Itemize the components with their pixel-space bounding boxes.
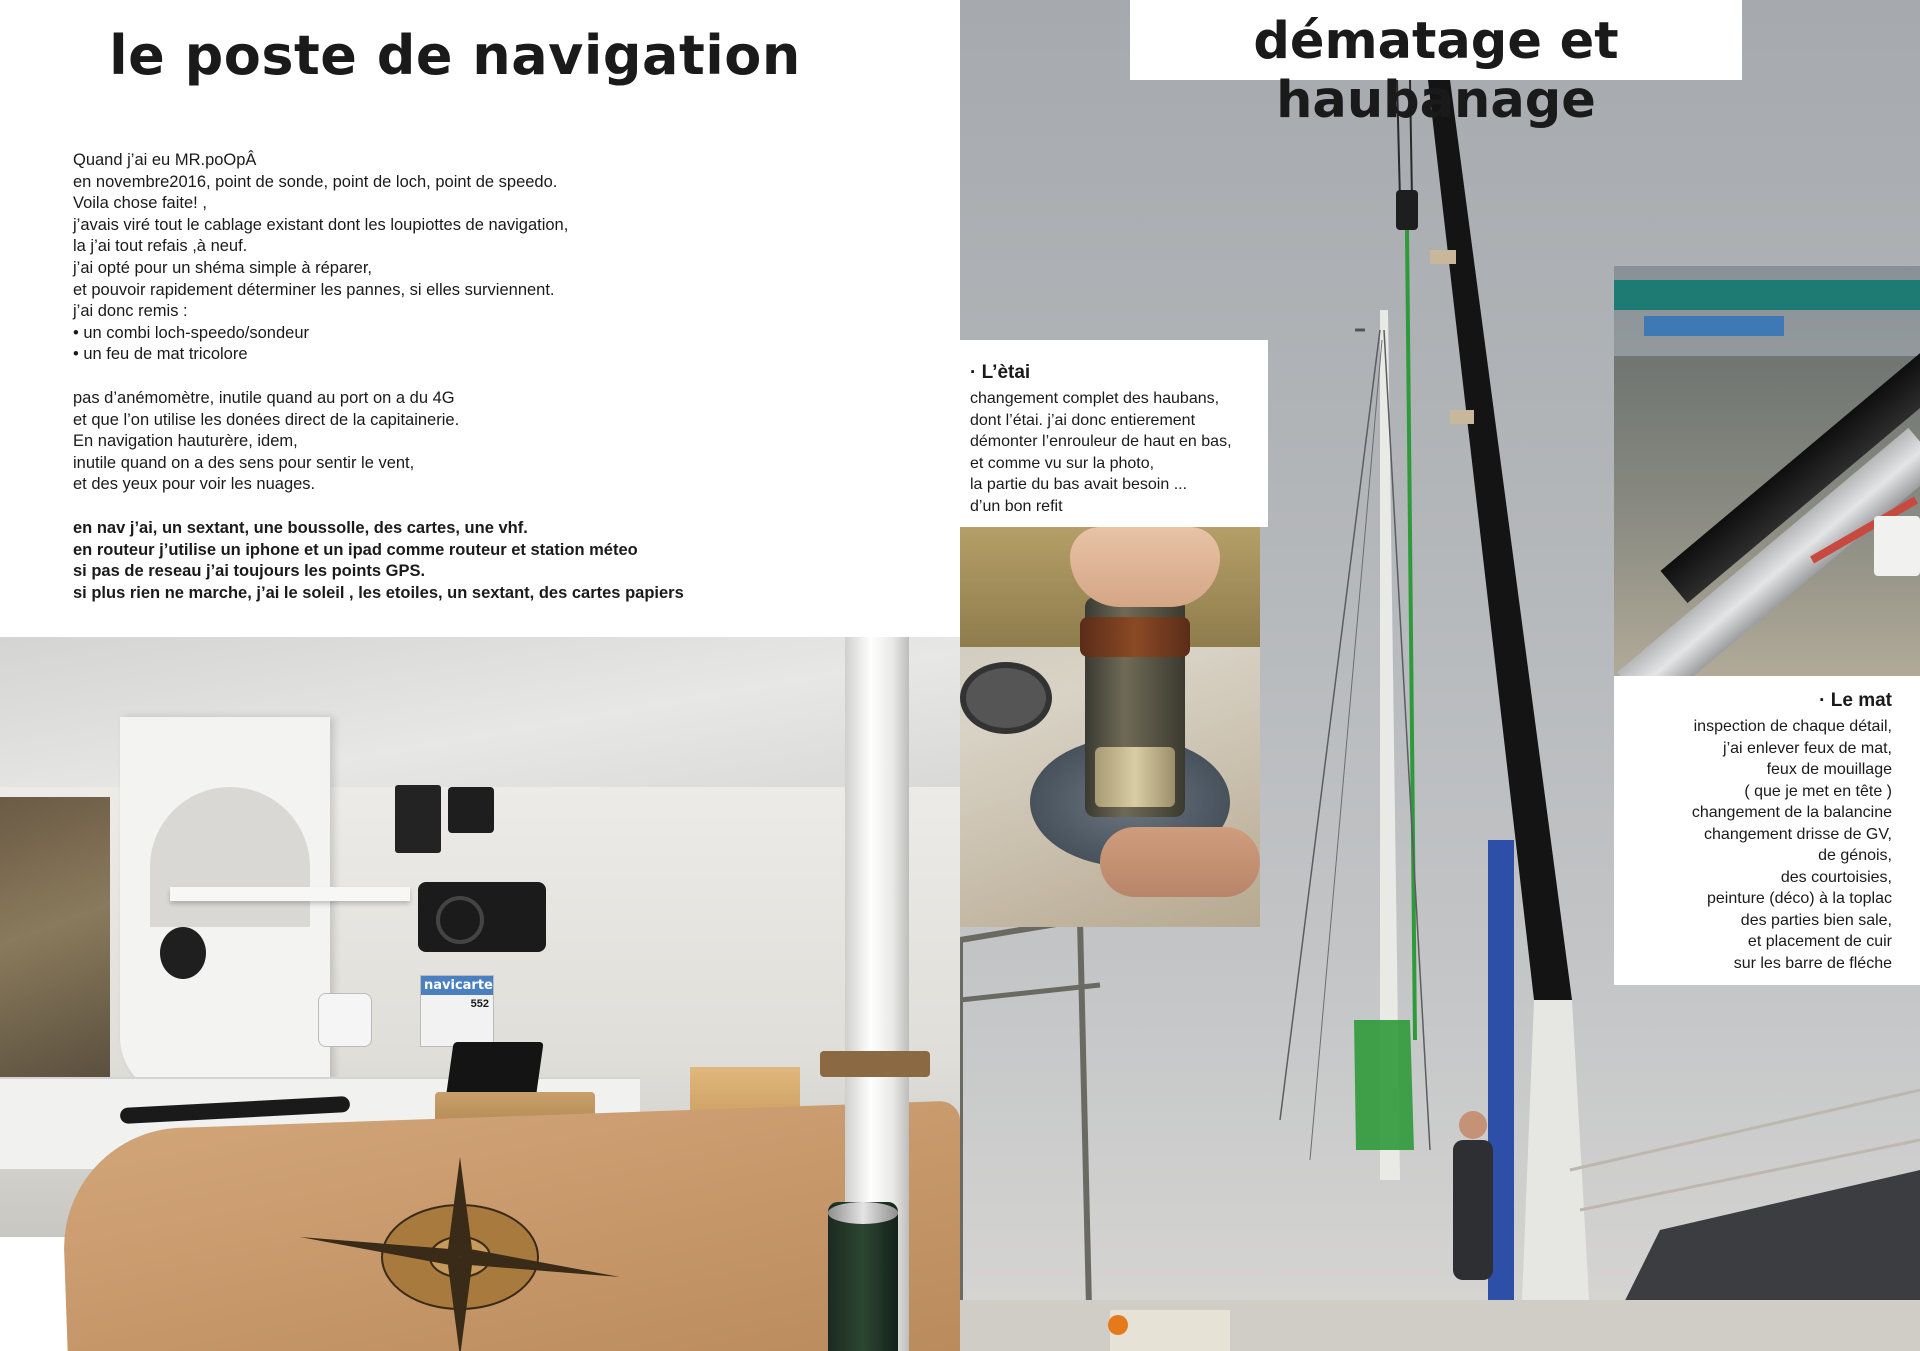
pulpit-rail-icon	[960, 920, 1090, 1351]
etai-card	[960, 340, 1268, 527]
lemat-line: et placement de cuir	[1747, 933, 1892, 950]
sticker-number: 552	[470, 998, 489, 1010]
blue-tarp	[1644, 316, 1784, 336]
left-page-title: le poste de navigation	[109, 24, 801, 87]
intro-line: j’avais viré tout le cablage existant dont les loupiottes de navigation,	[73, 215, 569, 234]
intro-line: et pouvoir rapidement déterminer les pannes, si elles surviennent.	[73, 280, 555, 299]
intro-text	[73, 150, 893, 604]
para2-line: et que l’on utilise les donées direct de la capitainerie.	[73, 410, 460, 429]
lemat-line: changement drisse de GV,	[1704, 825, 1892, 843]
table-hinge	[820, 1051, 930, 1077]
switch-panel	[395, 785, 441, 853]
etai-line: démonter l’enrouleur de haut en bas,	[970, 433, 1232, 450]
intro-line: Voila chose faite! ,	[73, 194, 207, 213]
lemat-line: de génois,	[1818, 847, 1892, 864]
bearing-ring	[960, 662, 1052, 734]
furler-part-photo	[960, 527, 1260, 927]
drink-can	[828, 1202, 898, 1351]
bold-line: en nav j’ai, un sextant, une boussolle, des cartes, une vhf.	[73, 518, 528, 537]
navigation-station-photo	[0, 637, 960, 1351]
navicarte-sticker	[420, 975, 494, 1047]
furler-drum	[1085, 597, 1185, 817]
bold-line: si pas de reseau j’ai toujours les points GPS.	[73, 562, 426, 581]
para2-line: pas d’anémomètre, inutile quand au port on a du 4G	[73, 388, 455, 407]
etai-line: changement complet des haubans,	[970, 390, 1220, 407]
etai-line: d’un bon refit	[970, 497, 1063, 515]
compass-rose-icon	[290, 1137, 620, 1351]
para2-line: inutile quand on a des sens pour sentir le vent,	[73, 453, 415, 472]
lemat-line: inspection de chaque détail,	[1693, 718, 1892, 735]
etai-line: dont l’étai. j’ai donc entierement	[970, 411, 1196, 429]
boat-hull	[1614, 280, 1920, 310]
intro-line: la j’ai tout refais ,à neuf.	[73, 237, 248, 256]
etai-title: · L’ètai	[970, 362, 1031, 383]
lemat-line: des parties bien sale,	[1740, 911, 1892, 929]
intro-line: en novembre2016, point de sonde, point de loch, point de speedo.	[73, 172, 558, 191]
intro-line: Quand j’ai eu MR.poOpÂ	[73, 151, 257, 169]
bold-line: en routeur j’utilise un iphone et un ipad comme routeur et station méteo	[73, 540, 638, 559]
lemat-line: sur les barre de fléche	[1733, 954, 1892, 972]
sticker-brand: navicarte	[421, 976, 493, 995]
lemat-line: peinture (déco) à la toplac	[1707, 890, 1892, 907]
para2-line: et des yeux pour voir les nuages.	[73, 475, 316, 494]
etai-line: et comme vu sur la photo,	[970, 454, 1155, 472]
intro-line: j’ai donc remis :	[73, 302, 188, 321]
pulley-block-icon	[1396, 190, 1418, 230]
paragraph-gap	[73, 366, 893, 388]
intro-line: j’ai opté pour un shéma simple à réparer,	[73, 258, 372, 277]
right-page	[960, 0, 1920, 1351]
lemat-line: feux de mouillage	[1766, 761, 1892, 778]
bluetooth-speaker	[160, 927, 206, 979]
etai-text	[970, 388, 1266, 517]
lemat-line: changement de la balancine	[1691, 804, 1892, 821]
vhf-radio	[418, 882, 546, 952]
intro-line: • un feu de mat tricolore	[73, 345, 248, 364]
shelf	[170, 887, 410, 901]
lemat-line: j’ai enlever feux de mat,	[1723, 739, 1892, 757]
instrument-display	[448, 787, 494, 833]
right-title-box	[1130, 0, 1742, 130]
paragraph-gap	[73, 496, 893, 518]
paint-bucket	[1874, 516, 1920, 576]
right-page-title: dématage et haubanage	[1253, 12, 1619, 130]
bold-line: si plus rien ne marche, j’ai le soleil , les etoiles, un sextant, des cartes papiers	[73, 583, 684, 602]
lemat-card	[1614, 676, 1920, 985]
mast-on-trestles-photo	[1614, 266, 1920, 676]
lemat-text	[1602, 716, 1892, 974]
hand	[1100, 827, 1260, 897]
intro-line: • un combi loch-speedo/sondeur	[73, 323, 310, 342]
person-icon	[1453, 1140, 1493, 1280]
etai-line: la partie du bas avait besoin ...	[970, 476, 1188, 493]
power-socket	[318, 993, 372, 1047]
hand	[1070, 527, 1220, 607]
bold-paragraph	[73, 518, 893, 604]
lemat-line: ( que je met en tête )	[1744, 782, 1892, 800]
para2-line: En navigation hauturère, idem,	[73, 432, 298, 451]
lemat-line: des courtoisies,	[1780, 868, 1892, 886]
lemat-title: · Le mat	[1819, 690, 1892, 711]
